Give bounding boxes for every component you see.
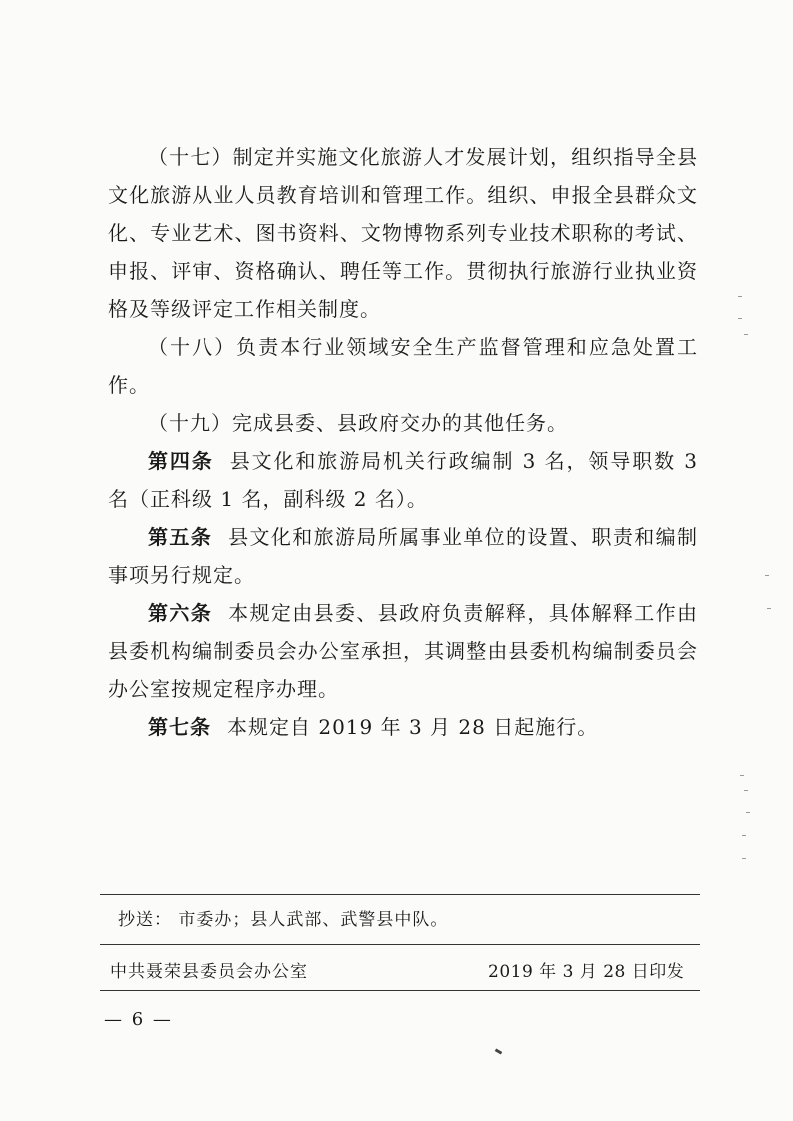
- article-6-text: 本规定由县委、县政府负责解释，具体解释工作由县委机构编制委员会办公室承担，其调整由县委机构编制委员会办公室按规定程序办理。: [108, 601, 698, 701]
- article-4: [108, 442, 698, 518]
- footer-bottom-rule: [100, 990, 700, 991]
- clause-17: （十七）制定并实施文化旅游人才发展计划，组织指导全县文化旅游从业人员教育培训和管理工作。组织、申报全县群众文化、专业艺术、图书资料、文物博物系列专业技术职称的考试、申报、评审、资格确认、聘任等工作。贯彻执行旅游行业执业资格及等级评定工作相关制度。: [108, 145, 698, 321]
- issue-date: 2019 年 3 月 28 日印发: [488, 962, 685, 982]
- issuing-office: 中共聂荣县委员会办公室: [110, 962, 308, 982]
- article-4-number: 第四条: [148, 449, 214, 473]
- cc-line: 抄送： 市委办；县人武部、武警县中队。: [118, 910, 449, 930]
- article-6: [108, 594, 698, 708]
- document-body: [108, 138, 698, 746]
- article-5-text: 县文化和旅游局所属事业单位的设置、职责和编制事项另行规定。: [108, 525, 698, 587]
- article-5: [108, 518, 698, 594]
- article-4-text: 县文化和旅游局机关行政编制 3 名，领导职数 3 名（正科级 1 名，副科级 2 名）。: [108, 449, 698, 511]
- clause-18: （十八）负责本行业领域安全生产监督管理和应急处置工作。: [108, 335, 698, 397]
- footer-middle-rule: [100, 944, 700, 945]
- article-7-text: 本规定自 2019 年 3 月 28 日起施行。: [227, 715, 599, 739]
- page-number: — 6 —: [104, 1009, 173, 1030]
- article-7: [108, 708, 698, 746]
- article-5-number: 第五条: [148, 525, 213, 549]
- article-6-number: 第六条: [148, 601, 213, 625]
- footer-top-rule: [100, 894, 700, 895]
- clause-19: （十九）完成县委、县政府交办的其他任务。: [148, 411, 568, 435]
- article-7-number: 第七条: [148, 715, 211, 739]
